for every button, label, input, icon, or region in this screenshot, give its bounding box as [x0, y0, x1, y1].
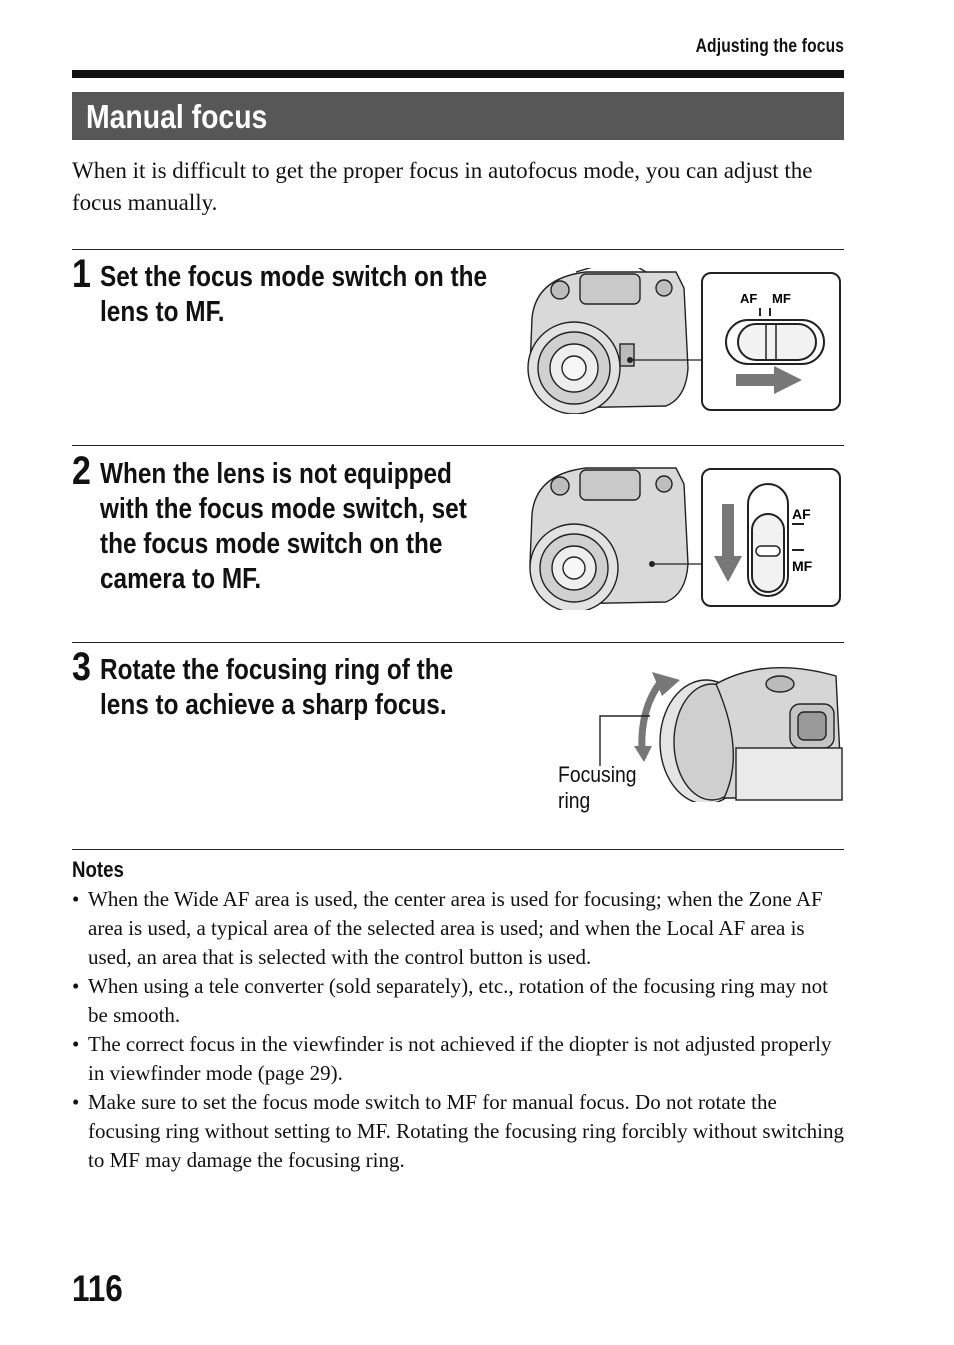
- note-item: [72, 1030, 844, 1088]
- step-text: When the lens is not equipped with the focus mode switch, set the focus mode switch on the camera to MF.: [100, 458, 467, 595]
- step-divider: [72, 445, 844, 446]
- top-rule: [72, 70, 844, 78]
- mf-label: MF: [792, 558, 813, 574]
- focusing-ring-callout: [558, 762, 637, 814]
- camera-body-icon: [530, 468, 688, 610]
- step-text: Set the focus mode switch on the lens to MF.: [100, 261, 488, 328]
- step-number: 2: [72, 449, 91, 493]
- step-number: 3: [72, 645, 91, 689]
- note-item: [72, 1088, 844, 1175]
- bullet: •: [72, 974, 80, 998]
- bullet: •: [72, 887, 80, 911]
- notes-divider: [72, 849, 844, 850]
- intro-paragraph: When it is difficult to get the proper focus in autofocus mode, you can adjust the focus manually.: [72, 158, 813, 215]
- running-head: Adjusting the focus: [695, 36, 844, 57]
- focus-mode-switch-icon: [748, 484, 788, 596]
- step-number: 1: [72, 252, 91, 296]
- note-item: [72, 972, 844, 1030]
- step-text: Rotate the focusing ring of the lens to achieve a sharp focus.: [100, 654, 454, 721]
- callout-line: ring: [558, 788, 591, 813]
- note-text: When using a tele converter (sold separately), etc., rotation of the focusing ring may not be smooth.: [88, 974, 829, 1027]
- mf-label: MF: [772, 291, 791, 306]
- bullet: •: [72, 1032, 80, 1056]
- note-item: [72, 885, 844, 972]
- section-title: Manual focus: [86, 98, 268, 135]
- camera-switch-illustration: [526, 464, 844, 610]
- af-label: AF: [740, 291, 758, 306]
- af-label: AF: [792, 506, 811, 522]
- notes-list: [72, 885, 844, 1175]
- lens-ring-icon: [660, 668, 842, 802]
- note-text: The correct focus in the viewfinder is not achieved if the diopter is not adjusted properly in viewfinder mode (page 29).: [88, 1032, 832, 1085]
- section-header: [72, 92, 844, 140]
- note-text: When the Wide AF area is used, the center area is used for focusing; when the Zone AF area is used, a typical area of the selected area is used; and when the Local AF area is used, an area that is selected with the control button is used.: [88, 887, 823, 969]
- callout-line: Focusing: [558, 762, 637, 787]
- note-text: Make sure to set the focus mode switch to MF for manual focus. Do not rotate the focusing ring without setting to MF. Rotating the focusing ring forcibly without switching to MF may damage the focusing ring.: [88, 1090, 845, 1172]
- page-number: 116: [72, 1268, 123, 1309]
- bullet: •: [72, 1090, 80, 1114]
- focus-mode-switch-icon: [726, 320, 824, 364]
- step-divider: [72, 249, 844, 250]
- lens-switch-illustration: [526, 268, 844, 414]
- camera-body-icon: [528, 268, 688, 414]
- step-divider: [72, 642, 844, 643]
- notes-heading: Notes: [72, 857, 124, 882]
